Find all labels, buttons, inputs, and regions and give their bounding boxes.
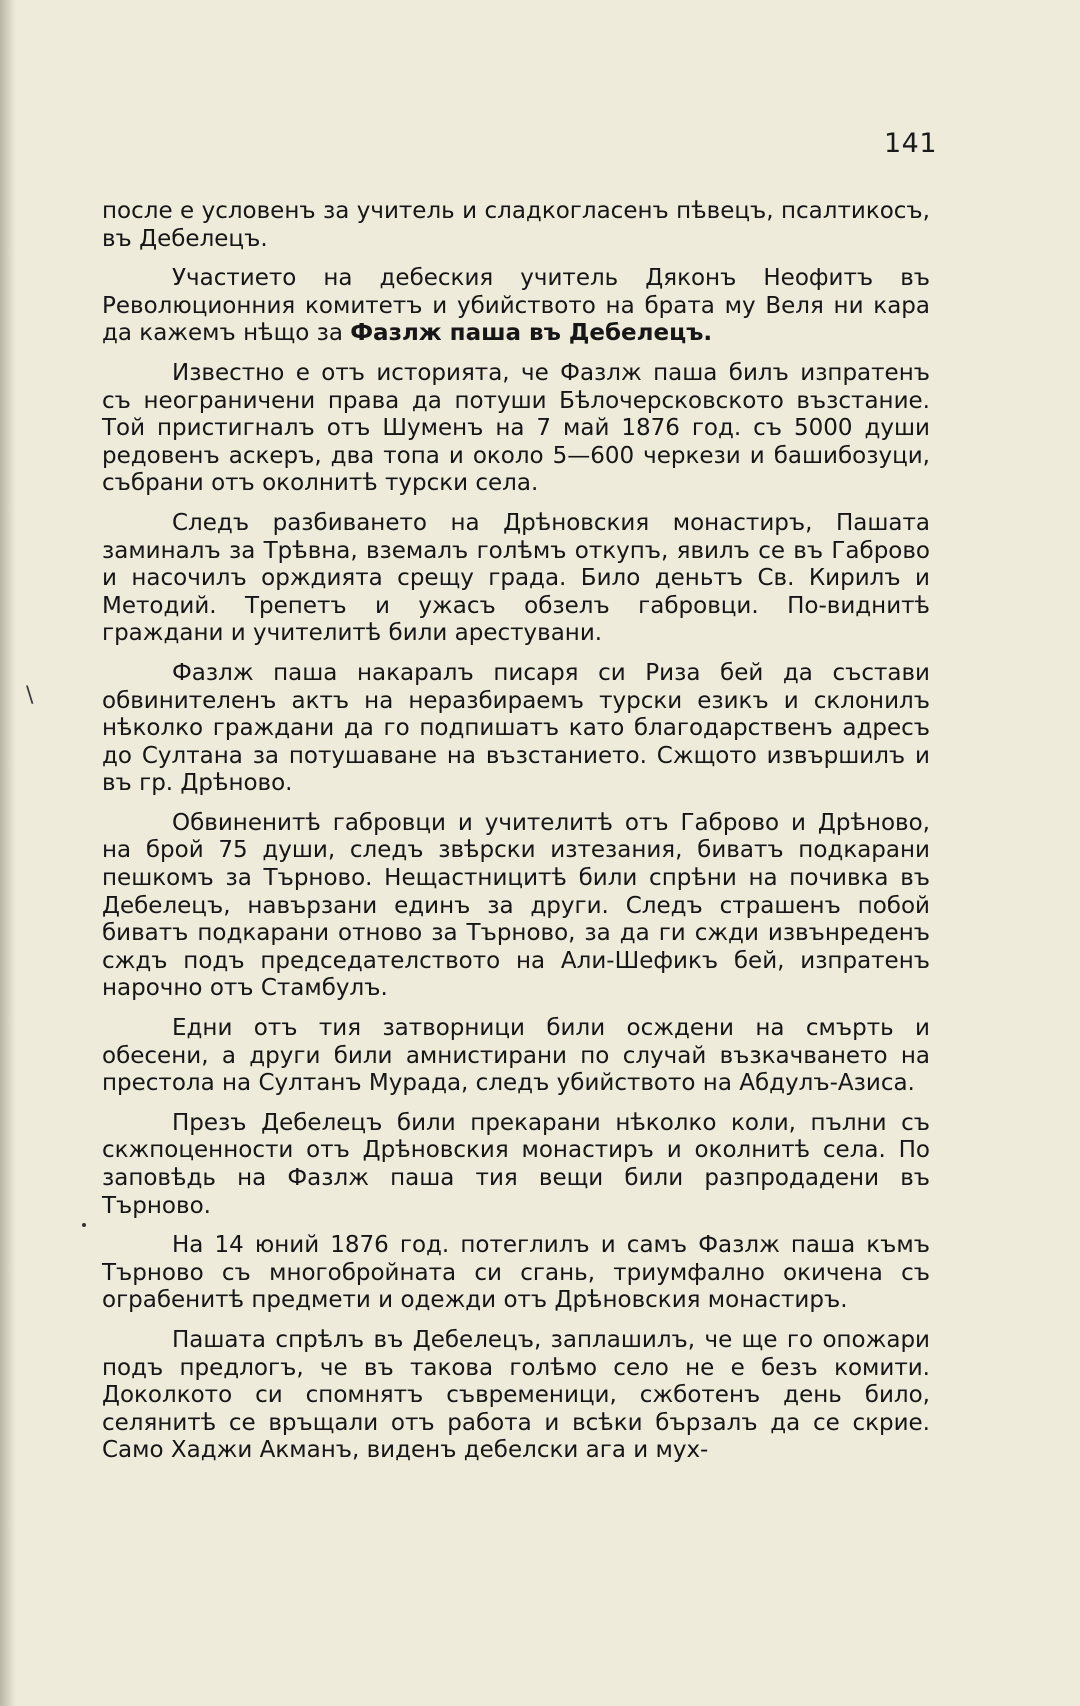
paragraph-9: На 14 юний 1876 год. потеглилъ и самъ Фазлж паша къмъ Търново съ многобройната си сгань, триумфално окичена съ ограбенитѣ предмети и одежди отъ Дрѣновския монастиръ. [102, 1232, 930, 1314]
paragraph-10: Пашата спрѣлъ въ Дебелецъ, заплашилъ, че ще го опожари подъ предлогъ, че въ такова голѣмо село не е безъ комити. Доколкото си спомнятъ съвременици, сжботенъ день било, селянитѣ се връщали отъ работа и всѣки бързалъ да се скрие. Само Хаджи Акманъ, виденъ дебелски ага и мух- [102, 1326, 930, 1464]
bold-heading-phrase: Фазлж паша въ Дебелецъ. [350, 320, 713, 347]
gutter-shadow [0, 0, 16, 1706]
paragraph-7: Едни отъ тия затворници били осждени на смърть и обесени, а други били амнистирани по случай възкачването на престола на Султанъ Мурада, следъ убийството на Абдулъ-Азиса. [102, 1015, 930, 1097]
paragraph-6: Обвиненитѣ габровци и учителитѣ отъ Габрово и Дрѣново, на брой 75 души, следъ звѣрски изтезания, биватъ подкарани пешкомъ за Търново. Нещастницитѣ били спрѣни на почивка въ Дебелецъ, навързани единъ за други. Следъ страшенъ побой биватъ подкарани отново за Търново, за да ги сжди извънреденъ сждъ подъ председателството на Али-Шефикъ бей, изпратенъ нарочно отъ Стамбулъ. [102, 809, 930, 1002]
paragraph-3: Известно е отъ историята, че Фазлж паша билъ изпратенъ съ неограничени права да потуши Бѣлочерсковското възстание. Той пристигналъ отъ Шуменъ на 7 май 1876 год. съ 5000 души редовенъ аскеръ, два топа и около 5—600 черкези и башибозуци, събрани отъ околнитѣ турски села. [102, 359, 930, 497]
paragraph-1: после е условенъ за учитель и сладкогласенъ пѣвецъ, псалтикосъ, въ Дебелецъ. [102, 198, 930, 252]
paragraph-2: Участието на дебеския учитель Дяконъ Неофитъ въ Революционния комитетъ и убийството на брата му Веля ни кара да кажемъ нѣщо за Фазлж паша въ Дебелецъ. [102, 265, 930, 347]
paragraph-4: Следъ разбиването на Дрѣновския монастиръ, Пашата заминалъ за Трѣвна, вземалъ голѣмъ откупъ, явилъ се въ Габрово и насочилъ орждията срещу града. Било деньтъ Св. Кирилъ и Методий. Трепетъ и ужасъ обзелъ габровци. По-виднитѣ граждани и учителитѣ били арестувани. [102, 509, 930, 647]
paragraph-8: Презъ Дебелецъ били прекарани нѣколко коли, пълни съ скжпоценности отъ Дрѣновския монастиръ и околнитѣ села. По заповѣдь на Фазлж паша тия вещи били разпродадени въ Търново. [102, 1109, 930, 1219]
paragraph-5: Фазлж паша накаралъ писаря си Риза бей да състави обвинителенъ актъ на неразбираемъ турски езикъ и склонилъ нѣколко граждани да го подпишатъ като благодарственъ адресъ до Султана за потушаване на възстанието. Сжщото извършилъ и въ гр. Дрѣново. [102, 659, 930, 797]
body-text [102, 198, 930, 1477]
margin-mark: \ [26, 683, 34, 708]
page-number: 141 [884, 128, 938, 159]
margin-dot [82, 1223, 86, 1227]
